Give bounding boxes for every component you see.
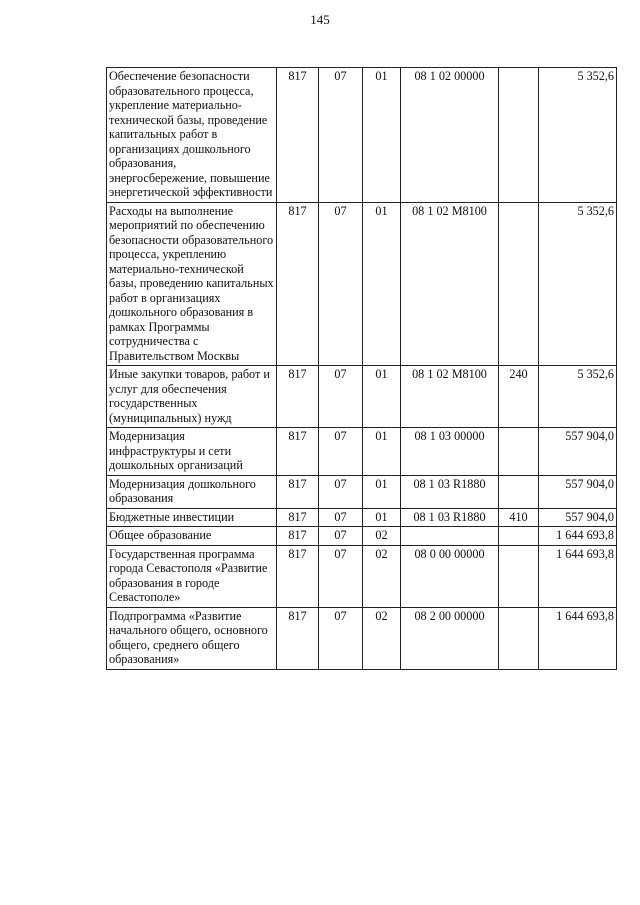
table-row: [107, 545, 617, 607]
row-vr: [499, 68, 539, 203]
row-rz: 07: [319, 527, 363, 546]
row-csr: 08 1 03 R1880: [401, 475, 499, 508]
row-ved: 817: [277, 202, 319, 366]
row-ved: 817: [277, 428, 319, 476]
row-sum: 5 352,6: [539, 366, 617, 428]
row-vr: [499, 607, 539, 669]
page-number: 145: [310, 12, 330, 27]
row-rz: 07: [319, 607, 363, 669]
row-sum: 557 904,0: [539, 508, 617, 527]
table-row: [107, 68, 617, 203]
row-ved: 817: [277, 527, 319, 546]
row-rz: 07: [319, 545, 363, 607]
row-pr: 01: [363, 68, 401, 203]
row-rz: 07: [319, 428, 363, 476]
row-csr: 08 1 03 00000: [401, 428, 499, 476]
row-name: Обеспечение безопасности образовательного процесса, укрепление материально-технической базы, проведение капитальных работ в организациях дошкольного образования, энергосбережение, повышение энергетической эффективности: [107, 68, 277, 203]
row-csr: [401, 527, 499, 546]
row-rz: 07: [319, 202, 363, 366]
row-sum: 5 352,6: [539, 202, 617, 366]
row-rz: 07: [319, 366, 363, 428]
row-vr: [499, 428, 539, 476]
row-rz: 07: [319, 68, 363, 203]
row-pr: 01: [363, 428, 401, 476]
row-csr: 08 0 00 00000: [401, 545, 499, 607]
row-name: Общее образование: [107, 527, 277, 546]
row-csr: 08 1 02 00000: [401, 68, 499, 203]
row-name: Иные закупки товаров, работ и услуг для обеспечения государственных (муниципальных) нужд: [107, 366, 277, 428]
row-name: Подпрограмма «Развитие начального общего, основного общего, среднего общего образования»: [107, 607, 277, 669]
row-name: Модернизация инфраструктуры и сети дошкольных организаций: [107, 428, 277, 476]
row-vr: 410: [499, 508, 539, 527]
row-ved: 817: [277, 366, 319, 428]
table-row: [107, 527, 617, 546]
row-vr: [499, 202, 539, 366]
row-pr: 02: [363, 607, 401, 669]
row-pr: 01: [363, 475, 401, 508]
row-vr: [499, 475, 539, 508]
row-name: Расходы на выполнение мероприятий по обеспечению безопасности образовательного процесса, укреплению материально-технической базы, проведению капитальных работ в организациях дошкольного образования в рамках Программы сотрудничества с Правительством Москвы: [107, 202, 277, 366]
row-rz: 07: [319, 475, 363, 508]
table-row: [107, 428, 617, 476]
row-vr: [499, 527, 539, 546]
row-name: Модернизация дошкольного образования: [107, 475, 277, 508]
row-name: Бюджетные инвестиции: [107, 508, 277, 527]
row-sum: 1 644 693,8: [539, 545, 617, 607]
row-pr: 01: [363, 366, 401, 428]
row-ved: 817: [277, 607, 319, 669]
row-csr: 08 1 02 M8100: [401, 366, 499, 428]
row-sum: 1 644 693,8: [539, 607, 617, 669]
row-csr: 08 2 00 00000: [401, 607, 499, 669]
row-pr: 01: [363, 202, 401, 366]
row-vr: [499, 545, 539, 607]
row-ved: 817: [277, 508, 319, 527]
row-csr: 08 1 02 M8100: [401, 202, 499, 366]
budget-table: [106, 67, 617, 670]
table-row: [107, 202, 617, 366]
budget-table-body: [107, 68, 617, 670]
table-row: [107, 508, 617, 527]
row-ved: 817: [277, 475, 319, 508]
row-rz: 07: [319, 508, 363, 527]
row-ved: 817: [277, 68, 319, 203]
row-pr: 02: [363, 545, 401, 607]
row-sum: 557 904,0: [539, 428, 617, 476]
row-ved: 817: [277, 545, 319, 607]
row-pr: 02: [363, 527, 401, 546]
table-row: [107, 366, 617, 428]
row-vr: 240: [499, 366, 539, 428]
table-row: [107, 475, 617, 508]
table-row: [107, 607, 617, 669]
row-sum: 1 644 693,8: [539, 527, 617, 546]
row-name: Государственная программа города Севастополя «Развитие образования в городе Севастополе»: [107, 545, 277, 607]
row-pr: 01: [363, 508, 401, 527]
row-sum: 5 352,6: [539, 68, 617, 203]
row-csr: 08 1 03 R1880: [401, 508, 499, 527]
row-sum: 557 904,0: [539, 475, 617, 508]
